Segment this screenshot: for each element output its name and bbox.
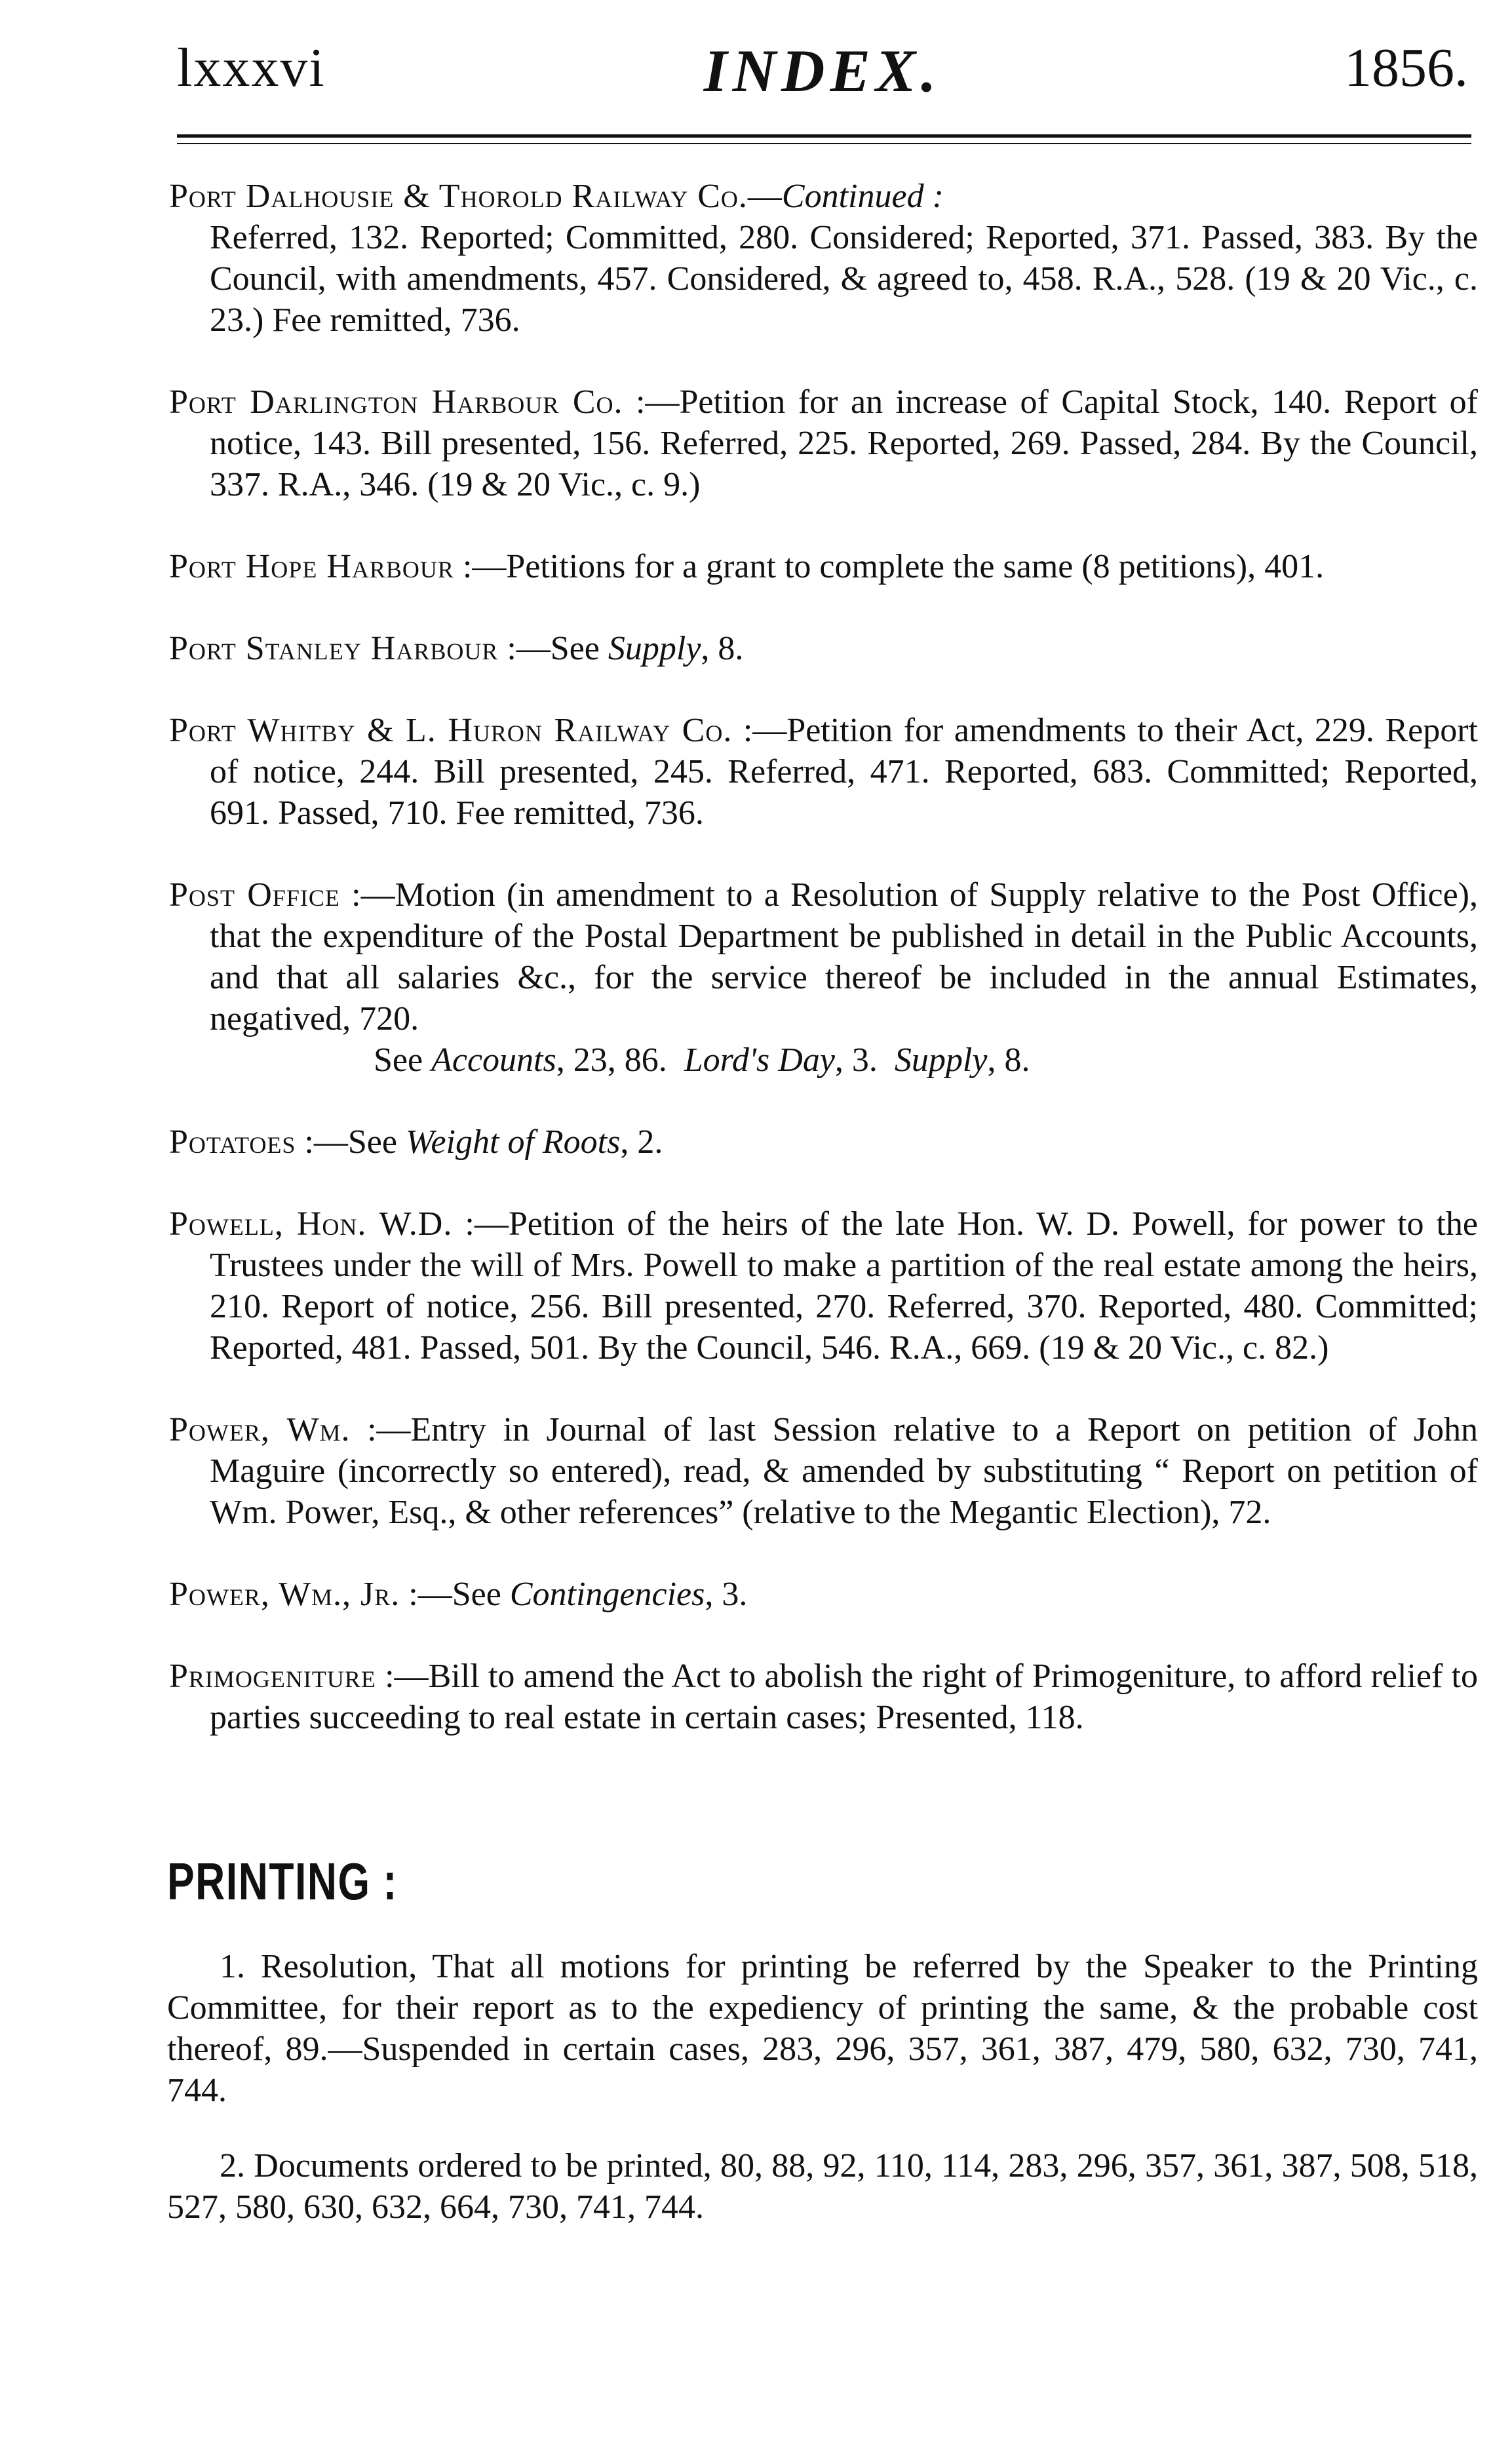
- section-heading: PRINTING :: [167, 1852, 398, 1911]
- page-number: lxxxvi: [177, 37, 326, 98]
- entry-body: Bill to amend the Act to abolish the right of Primogeniture, to afford relief to parties succeeding to real estate in certain cases; Presented, 118.: [210, 1658, 1478, 1736]
- index-entry: Port Darlington Harbour Co. :—Petition for an increase of Capital Stock, 140. Report of notice, 143. Bill presented, 156. Referred, 225. Reported, 269. Passed, 284. By the Council, 337. R.A., 346. (19 & 20 Vic., c. 9.): [169, 383, 1478, 503]
- entry-heading: Powell, Hon. W.D.: [169, 1205, 453, 1243]
- entry-body: Petitions for a grant to complete the same (8 petitions), 401.: [506, 548, 1325, 585]
- entry-body: Petition for amendments to their Act, 229. Report of notice, 244. Bill presented, 245. Referred, 471. Reported, 683. Committed; Reported, 691. Passed, 710. Fee remitted, 736.: [210, 712, 1478, 832]
- cross-reference: Lord's Day: [684, 1041, 835, 1079]
- cross-reference: Supply: [608, 630, 701, 667]
- header-rule-thick: [177, 134, 1471, 138]
- index-entry: Primogeniture :—Bill to amend the Act to abolish the right of Primogeniture, to afford relief to parties succeeding to real estate in certain cases; Presented, 118.: [169, 1658, 1478, 1736]
- entry-body: Referred, 132. Reported; Committed, 280. Considered; Reported, 371. Passed, 383. By the Council, with amendments, 457. Considered, & agreed to, 458. R.A., 528. (19 & 20 Vic., c. 23.) Fee remitted, 736.: [210, 219, 1478, 339]
- header-rule-thin: [177, 143, 1471, 144]
- index-entry: Port Stanley Harbour :—See Supply, 8.: [169, 630, 744, 667]
- index-entry: Port Dalhousie & Thorold Railway Co.—Continued : Referred, 132. Reported; Committed, 280. Considered; Reported, 371. Passed, 383. By the Council, with amendments, 457. Considered, & agreed to, 458. R.A., 528. (19 & 20 Vic., c. 23.) Fee remitted, 736.: [169, 178, 1478, 339]
- entry-body: Entry in Journal of last Session relative to a Report on petition of John Maguire (incorrectly so entered), read, & amended by substituting “ Report on petition of Wm. Power, Esq., & other references” (relative to the Megantic Election), 72.: [210, 1411, 1478, 1531]
- entry-body: Motion (in amendment to a Resolution of Supply relative to the Post Office), that the expenditure of the Postal Department be published in detail in the Public Accounts, and that all salaries &c., for the service thereof be included in the annual Estimates, negatived, 720.: [210, 876, 1478, 1038]
- entry-heading: Primogeniture: [169, 1658, 376, 1695]
- printing-item: 2. Documents ordered to be printed, 80, 88, 92, 110, 114, 283, 296, 357, 361, 387, 508, 518, 527, 580, 630, 632, 664, 730, 741, 744.: [167, 2147, 1478, 2226]
- index-entry: Power, Wm. :—Entry in Journal of last Session relative to a Report on petition of John Maguire (incorrectly so entered), read, & amended by substituting “ Report on petition of Wm. Power, Esq., & other references” (relative to the Megantic Election), 72.: [169, 1411, 1478, 1531]
- index-entry: Power, Wm., Jr. :—See Contingencies, 3.: [169, 1576, 748, 1613]
- cross-reference: Supply: [894, 1041, 988, 1079]
- cross-reference: Weight of Roots: [405, 1123, 621, 1161]
- index-entry: Port Hope Harbour :—Petitions for a grant to complete the same (8 petitions), 401.: [169, 548, 1325, 585]
- index-entry: Post Office :—Motion (in amendment to a Resolution of Supply relative to the Post Office), that the expenditure of the Postal Department be published in detail in the Public Accounts, and that all salaries &c., for the service thereof be included in the annual Estimates, negatived, 720. See Accounts, 23, 86. Lord's Day, 3. Supply, 8.: [169, 874, 1478, 1081]
- entry-heading: Port Whitby & L. Huron Railway Co.: [169, 712, 733, 749]
- entry-body: Petition for an increase of Capital Stock, 140. Report of notice, 143. Bill presented, 156. Referred, 225. Reported, 269. Passed, 284. By the Council, 337. R.A., 346. (19 & 20 Vic., c. 9.): [210, 383, 1478, 503]
- cross-reference: Contingencies: [509, 1576, 705, 1613]
- page-title: INDEX.: [703, 37, 942, 104]
- page-header: [177, 36, 1468, 108]
- entry-heading: Port Stanley Harbour: [169, 630, 499, 667]
- entry-heading: Port Dalhousie & Thorold Railway Co.: [169, 178, 748, 215]
- index-entry: Powell, Hon. W.D. :—Petition of the heirs of the late Hon. W. D. Powell, for power to the Trustees under the will of Mrs. Powell to make a partition of the real estate among the heirs, 210. Report of notice, 256. Bill presented, 270. Referred, 370. Reported, 480. Committed; Reported, 481. Passed, 501. By the Council, 546. R.A., 669. (19 & 20 Vic., c. 82.): [169, 1205, 1479, 1367]
- entry-heading: Port Darlington Harbour Co.: [169, 383, 623, 421]
- entry-heading: Potatoes: [169, 1123, 296, 1161]
- cross-reference: Accounts: [431, 1041, 556, 1079]
- entry-heading: Post Office: [169, 876, 340, 914]
- index-entries: [169, 176, 1478, 1779]
- entry-heading: Port Hope Harbour: [169, 548, 454, 585]
- page-year: 1856.: [1344, 37, 1468, 98]
- index-entry: Port Whitby & L. Huron Railway Co. :—Petition for amendments to their Act, 229. Report of notice, 244. Bill presented, 245. Referred, 471. Reported, 683. Committed; Reported, 691. Passed, 710. Fee remitted, 736.: [169, 712, 1478, 832]
- continued-label: Continued :: [781, 178, 944, 215]
- printing-section: [167, 1852, 1478, 2245]
- index-entry: Potatoes :—See Weight of Roots, 2.: [169, 1123, 663, 1161]
- entry-heading: Power, Wm., Jr.: [169, 1576, 400, 1613]
- entry-body: Petition of the heirs of the late Hon. W. D. Powell, for power to the Trustees under the will of Mrs. Powell to make a partition of the real estate among the heirs, 210. Report of notice, 256. Bill presented, 270. Referred, 370. Reported, 480. Committed; Reported, 481. Passed, 501. By the Council, 546. R.A., 669. (19 & 20 Vic., c. 82.): [210, 1205, 1479, 1367]
- see-also-line: See Accounts, 23, 86. Lord's Day, 3. Supply, 8.: [374, 1041, 1030, 1079]
- entry-heading: Power, Wm.: [169, 1411, 351, 1448]
- printing-item: 1. Resolution, That all motions for printing be referred by the Speaker to the Printing Committee, for their report as to the expediency of printing the same, & the probable cost thereof, 89.—Suspended in certain cases, 283, 296, 357, 361, 387, 479, 580, 632, 730, 741, 744.: [167, 1948, 1478, 2109]
